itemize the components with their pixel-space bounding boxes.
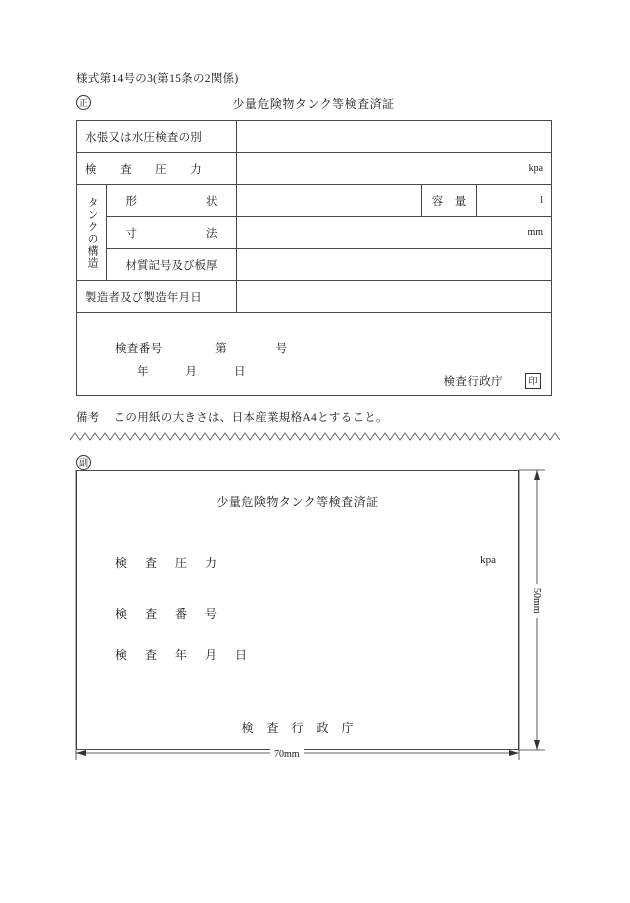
plate-row-number [115,605,496,622]
table-row [77,217,552,249]
row-label-capacity: 容 量 [422,185,477,217]
plate-label-pressure: 検 査 圧 力 [115,556,221,570]
note-label: 備考 [76,412,100,424]
certificate-title: 少量危険物タンク等検査済証 [232,97,395,111]
note [76,409,388,425]
inspection-table [76,120,552,396]
inspection-number-mark: 第 [215,342,228,355]
plate-row-pressure [115,554,496,571]
copy-marker-duplicate: 副 [76,455,91,470]
table-row [77,313,552,396]
tear-line [70,430,560,444]
seal-icon: 印 [525,373,541,389]
table-row [77,249,552,281]
row-label-shape: 形 状 [107,185,237,217]
row-value-water-test[interactable] [237,121,552,153]
row-unit-capacity: l [477,185,552,217]
row-label-water-test: 水張又は水圧検査の別 [77,121,237,153]
table-row [77,121,552,153]
plate-height-dimension: 50mm [531,584,542,618]
row-unit-dimensions: mm [237,217,552,249]
metal-plate [76,470,519,750]
row-label-material: 材質記号及び板厚 [107,249,237,281]
inspection-month-label: 月 [185,365,198,378]
form-number: 様式第14号の3(第15条の2関係) [76,73,239,85]
inspection-number-line [77,330,551,356]
plate-label-date: 検 査 年 月 日 [115,648,251,662]
inspection-number-unit: 号 [275,342,288,355]
row-value-manufacturer[interactable] [237,281,552,313]
inspection-number-label: 検査番号 [115,342,163,355]
table-row [77,281,552,313]
copy-marker-original: 正 [76,95,91,110]
inspection-agency-line [444,373,542,389]
inspection-agency-label: 検査行政庁 [443,376,504,388]
row-label-tank-structure: タンクの構造 [77,185,107,281]
plate-width-dimension: 70mm [270,749,304,760]
plate-label-number: 検 査 番 号 [115,607,221,621]
row-unit-test-pressure: kpa [237,153,552,185]
plate-title: 少量危険物タンク等検査済証 [216,495,379,509]
table-row [77,153,552,185]
inspection-footer-cell [77,313,552,396]
inspection-day-label: 日 [233,365,246,378]
row-label-manufacturer: 製造者及び製造年月日 [77,281,237,313]
inspection-year-label: 年 [137,365,149,378]
plate-unit-pressure: kpa [480,554,496,566]
row-value-shape[interactable] [237,185,422,217]
plate-row-date [115,646,496,663]
plate-agency-label: 検 査 行 政 庁 [241,721,359,735]
note-text: この用紙の大きさは、日本産業規格A4とすること。 [113,412,388,424]
table-row [77,185,552,217]
row-value-material[interactable] [237,249,552,281]
row-label-dimensions: 寸 法 [107,217,237,249]
row-label-test-pressure: 検 査 圧 力 [77,153,237,185]
